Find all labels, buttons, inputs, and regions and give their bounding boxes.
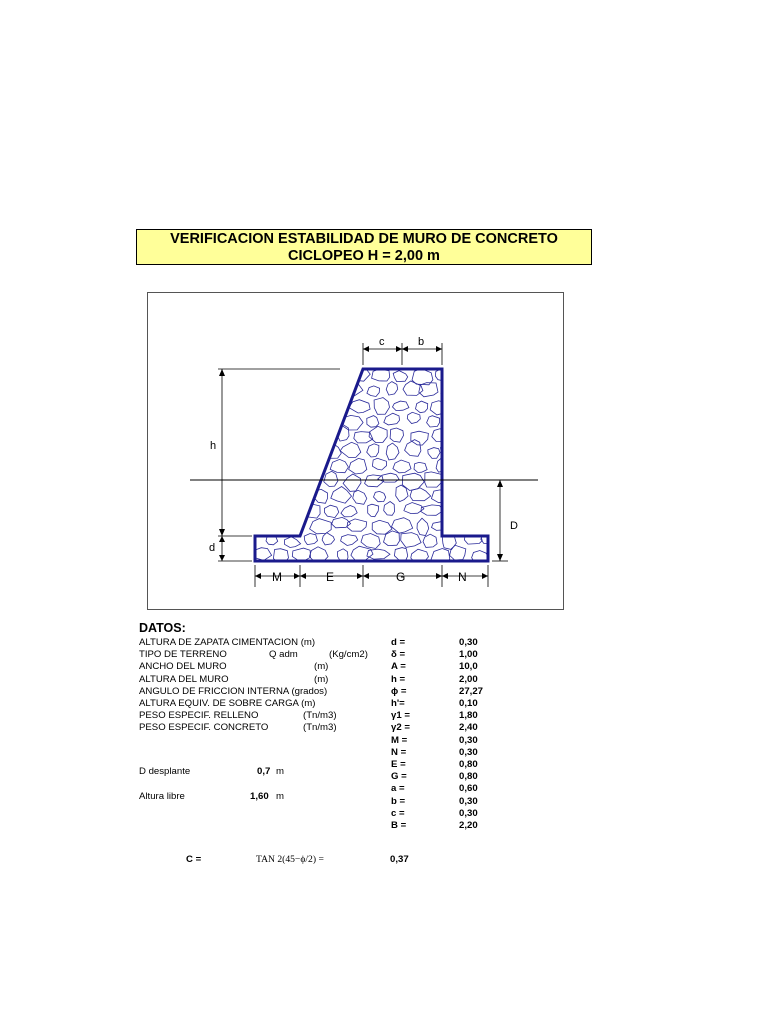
stone: [407, 412, 420, 423]
stone: [442, 502, 464, 514]
desplante-value: 0,7: [257, 766, 271, 777]
altura-libre-unit: m: [276, 791, 284, 802]
stone: [384, 413, 400, 425]
datos-row: [139, 820, 499, 832]
datos-row-symbol: γ1 =: [391, 710, 410, 722]
stone: [281, 446, 297, 460]
stone: [441, 385, 460, 399]
datos-row-label: PESO ESPECIF. CONCRETO: [139, 722, 269, 734]
stone: [445, 415, 460, 430]
label-G: G: [396, 570, 406, 584]
title-box: [136, 229, 592, 265]
stone: [347, 519, 367, 531]
stone: [480, 410, 498, 427]
stone: [374, 491, 386, 501]
stone: [322, 533, 334, 545]
datos-row-symbol: c =: [391, 807, 405, 819]
stone: [316, 430, 328, 441]
stone: [386, 382, 398, 396]
datos-row-symbol: h'=: [391, 698, 405, 709]
stone: [341, 535, 358, 546]
stone: [304, 534, 317, 545]
stone: [249, 401, 271, 415]
stone: [473, 521, 483, 531]
stone: [393, 401, 409, 411]
datos-row: [139, 661, 499, 673]
datos-row: [139, 808, 499, 820]
stone: [353, 490, 367, 504]
stone: [285, 412, 297, 423]
desplante-label: D desplante: [139, 766, 191, 777]
stone: [246, 504, 257, 515]
stone: [394, 548, 407, 561]
stone: [393, 460, 411, 473]
stone: [324, 505, 338, 517]
label-M: M: [272, 570, 282, 584]
stone: [333, 370, 352, 380]
datos-row-symbol: B =: [391, 820, 407, 831]
stone: [369, 426, 387, 442]
datos-row-extra: Q adm: [269, 649, 298, 661]
datos-row-value: 0,30: [459, 807, 478, 819]
stone: [292, 548, 310, 560]
datos-row-label: ANCHO DEL MURO: [139, 661, 227, 673]
label-h: h: [210, 440, 217, 452]
stone: [466, 400, 487, 411]
stone: [252, 460, 266, 470]
datos-row-symbol: δ =: [391, 649, 406, 661]
stone: [361, 534, 380, 549]
stone: [283, 380, 297, 396]
dimension-d: [218, 536, 252, 561]
datos-row-unit: (Tn/m3): [303, 710, 337, 722]
stone: [287, 504, 300, 519]
datos-row-value: 0,80: [459, 771, 478, 783]
stone: [295, 460, 310, 474]
stone: [291, 430, 307, 443]
stone: [466, 370, 488, 384]
datos-heading: DATOS:: [139, 621, 186, 635]
stone: [472, 551, 489, 565]
datos-row-value: 27,27: [459, 685, 484, 697]
stone: [349, 458, 367, 474]
datos-row: [139, 735, 499, 747]
stone: [372, 369, 390, 381]
datos-row: [139, 710, 499, 722]
datos-row: [139, 686, 499, 698]
datos-row-unit: (m): [314, 673, 329, 685]
datos-row: [139, 771, 499, 783]
datos-row-value: 0,30: [459, 734, 478, 746]
stone: [276, 431, 289, 441]
dimension-D: [492, 480, 508, 561]
stone: [477, 461, 488, 471]
stone: [290, 368, 311, 381]
label-c: c: [379, 336, 385, 348]
stone: [250, 372, 265, 383]
stone: [450, 545, 466, 560]
datos-row: [139, 747, 499, 759]
desplante-row: [139, 766, 284, 778]
label-D-upper: D: [510, 520, 518, 532]
wall-diagram: [147, 292, 564, 610]
dimension-bottom: [255, 565, 488, 587]
title-line-1: VERIFICACION ESTABILIDAD DE MURO DE CONCRETO: [170, 231, 558, 247]
stone: [319, 384, 340, 394]
stone: [457, 488, 467, 499]
wall-outline: [255, 369, 488, 561]
datos-row-symbol: G =: [391, 771, 407, 783]
stone: [325, 414, 342, 426]
stone: [340, 442, 361, 457]
datos-row-symbol: N =: [391, 746, 407, 758]
datos-row-label: ANGULO DE FRICCION INTERNA (grados): [139, 685, 328, 697]
datos-row-unit: (Kg/cm2): [329, 649, 368, 661]
stone: [445, 475, 458, 487]
stone: [262, 477, 279, 489]
datos-row: [139, 722, 499, 734]
altura-libre-value: 1,60: [250, 791, 269, 802]
datos-row-symbol: M =: [391, 734, 408, 746]
formula-expression: TAN 2(45−ϕ/2) =: [256, 854, 324, 865]
datos-row-symbol: A =: [391, 661, 406, 673]
stone: [451, 368, 469, 380]
stone: [268, 461, 289, 473]
stone: [449, 459, 470, 475]
stone: [427, 416, 440, 427]
dimension-c-b: [363, 343, 442, 365]
datos-row-label: ALTURA DEL MURO: [139, 673, 229, 685]
stone: [423, 534, 437, 547]
stone: [313, 458, 324, 470]
stone: [270, 518, 286, 532]
stone: [455, 518, 469, 534]
datos-row: [139, 698, 499, 710]
stone: [341, 506, 357, 517]
stone: [330, 459, 348, 472]
stone: [245, 476, 260, 488]
stone: [393, 371, 408, 382]
stone: [390, 428, 403, 442]
stone: [472, 487, 487, 501]
datos-row-symbol: b =: [391, 795, 406, 807]
datos-row-value: 0,30: [459, 746, 478, 758]
datos-row-label: PESO ESPECIF. RELLENO: [139, 710, 259, 722]
stone: [240, 443, 260, 458]
stone: [263, 445, 285, 456]
stone: [462, 503, 480, 516]
stone: [401, 533, 421, 548]
datos-row-label: ALTURA DE ZAPATA CIMENTACION (m): [139, 637, 316, 648]
stone: [289, 486, 310, 502]
datos-row-value: 2,00: [459, 673, 478, 685]
datos-row-label: ALTURA EQUIV. DE SOBRE CARGA (m): [139, 698, 316, 709]
stone: [263, 416, 280, 427]
datos-row-value: 2,40: [459, 722, 478, 734]
label-b: b: [418, 336, 425, 348]
stone: [324, 471, 338, 486]
label-N: N: [458, 570, 467, 584]
stone: [367, 549, 390, 559]
stone: [252, 486, 269, 499]
wall-diagram-svg: [148, 293, 565, 611]
stone: [372, 520, 392, 534]
stone: [368, 504, 379, 517]
datos-row: [139, 796, 499, 808]
datos-row-symbol: E =: [391, 759, 406, 770]
datos-row-unit: (Tn/m3): [303, 722, 337, 734]
datos-row: [139, 759, 499, 771]
stone: [312, 368, 328, 379]
stone: [287, 476, 301, 488]
stone: [481, 503, 497, 514]
datos-row-symbol: γ2 =: [391, 722, 410, 734]
datos-row-value: 2,20: [459, 820, 478, 831]
stone: [417, 518, 429, 535]
stone: [244, 388, 258, 397]
datos-row-value: 0,30: [459, 637, 478, 648]
stone: [374, 398, 389, 415]
formula-value: 0,37: [390, 854, 409, 865]
dimension-h: [218, 369, 340, 536]
stone: [271, 397, 292, 413]
datos-row-value: 1,00: [459, 649, 478, 661]
stone: [392, 518, 413, 534]
stone: [267, 504, 279, 513]
stone: [441, 444, 462, 456]
datos-row-label: TIPO DE TERRENO: [139, 649, 227, 661]
datos-row-symbol: h =: [391, 673, 406, 685]
stone: [292, 400, 308, 413]
desplante-unit: m: [276, 766, 284, 777]
datos-row-value: 0,30: [459, 795, 478, 807]
label-E: E: [326, 570, 335, 584]
title-line-2: CICLOPEO H = 2,00 m: [288, 248, 440, 264]
stone: [384, 502, 395, 516]
datos-row-unit: (m): [314, 661, 329, 673]
stone: [244, 412, 260, 428]
stone: [285, 537, 301, 548]
datos-row-symbol: d =: [391, 637, 406, 648]
datos-row: [139, 649, 499, 661]
stone: [480, 388, 500, 397]
formula-lhs: C =: [186, 854, 202, 865]
stone: [455, 398, 467, 413]
stone: [303, 383, 323, 399]
stone: [351, 546, 373, 560]
stone: [367, 444, 379, 457]
datos-row-value: 10,0: [459, 661, 478, 673]
stone: [416, 401, 428, 413]
datos-row: [139, 637, 499, 649]
datos-row-symbol: a =: [391, 783, 405, 795]
stone: [270, 489, 288, 502]
stone: [315, 399, 328, 409]
stone: [367, 386, 380, 397]
stone: [310, 519, 332, 534]
stone: [486, 472, 499, 484]
stone: [468, 431, 489, 443]
stone: [481, 444, 498, 460]
stone: [410, 488, 431, 501]
datos-row: [139, 783, 499, 795]
stone: [386, 443, 399, 460]
datos-row-value: 0,60: [459, 783, 478, 795]
datos-row-value: 0,80: [459, 759, 478, 770]
stone: [464, 442, 477, 457]
altura-libre-label: Altura libre: [139, 791, 185, 802]
stone: [269, 368, 292, 383]
stone: [252, 429, 273, 439]
stone: [303, 443, 316, 456]
datos-row: [139, 674, 499, 686]
stone: [372, 458, 386, 470]
datos-row-value: 0,10: [459, 698, 478, 709]
stone: [251, 518, 264, 533]
stone: [333, 396, 345, 412]
stone: [464, 413, 483, 428]
stone: [414, 462, 427, 472]
stone: [463, 386, 479, 396]
stone: [301, 413, 321, 426]
label-d: d: [209, 542, 216, 554]
stone: [452, 431, 465, 443]
datos-row-symbol: ϕ =: [391, 685, 407, 697]
stone: [421, 505, 444, 515]
stone: [343, 474, 361, 491]
stone: [378, 473, 399, 482]
stone: [261, 388, 278, 398]
stone: [367, 416, 379, 428]
altura-libre-row: [139, 791, 284, 803]
datos-row-value: 1,80: [459, 710, 478, 722]
stone: [461, 471, 478, 487]
stone: [428, 448, 440, 459]
stone: [241, 536, 254, 549]
